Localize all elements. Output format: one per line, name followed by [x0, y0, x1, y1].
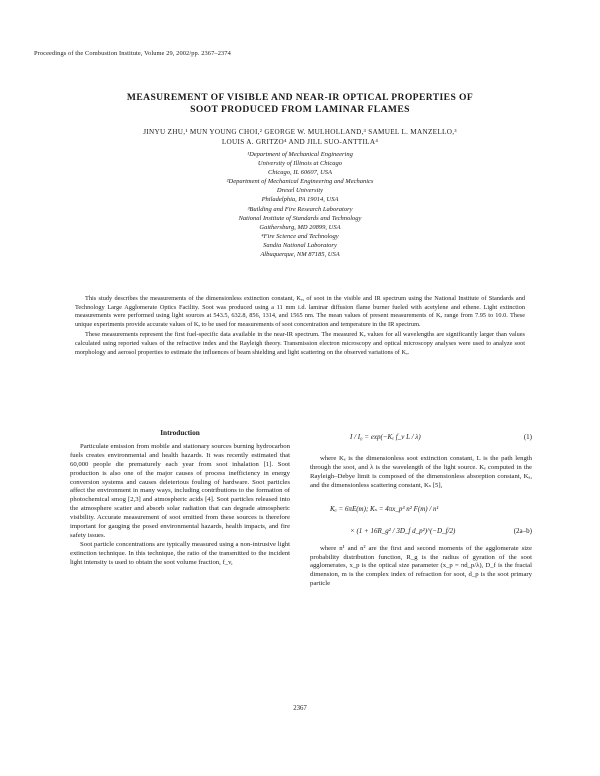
body-paragraph: where Kₑ is the dimensionless soot extinction constant, L is the path length through the soot, and λ is the wavelength of the light source. Kₑ computed in the Rayleigh–Debye limit is composed of the dimensionless absorption constant, Kₐ, and the dimensionless scattering constant, Kₛ [5],	[310, 455, 532, 489]
paper-title	[40, 92, 560, 116]
affiliation-line: University of Illinois at Chicago	[257, 160, 343, 168]
journal-line: Proceedings of the Combustion Institute, Volume 29, 2002/pp. 2367–2374	[34, 50, 231, 57]
body-paragraph: where n¹ and n² are the first and second moments of the agglomerate size probability distribution function, R_g is the radius of gyration of the soot agglomerates, x_p is the optical size parameter (x_p = πd_p/λ), D_f is the fractal dimension, m is the complex index of refraction for soot, d_p is the soot primary particle	[310, 544, 532, 588]
abstract-paragraph: This study describes the measurements of the dimensionless extinction constant, Kₑ, of soot in the visible and IR spectrum using the National Institute of Standards and Technology Large Agglomerate Optics Facility. Soot was produced using a 11 mm i.d. laminar diffusion flame burner fueled with acetylene and ethene. Light extinction measurements were performed using light sources at 543.5, 632.8, 856, 1314, and 1565 nm. The mean values of present measurements of Kₑ range from 7.95 to 10.0. These unique experiments provide accurate values of Kₑ to be used for measurements of soot concentration and temperature in the IR spectrum.	[75, 295, 525, 328]
author-list	[40, 127, 560, 147]
affiliation-line: Sandia National Laboratory	[263, 241, 337, 249]
body-paragraph: Particulate emission from mobile and stationary sources burning hydrocarbon fuels creates environmental and health hazards. It was recently estimated that 60,000 people die prematurely each year from soot inhalation [1]. Soot production is also one of the major causes of process inefficiency in energy conversion systems and causes deleterious fouling of hardware. Soot particles affect the environment in many ways, including contributions to the formation of photochemical smog [2,3] and atmospheric acids [4]. Soot particles released into the atmosphere scatter and absorb solar radiation that can degrade atmospheric visibility. Accurate measurement of soot emitted from these sources is therefore important for gauging the posed environmental hazards, health impacts, and fire safety issues.	[70, 442, 290, 539]
left-column	[70, 425, 290, 568]
affiliation-line: Philadelphia, PA 19014, USA	[261, 196, 339, 204]
authors-line: LOUIS A. GRITZO⁴ AND JILL SUO-ANTTILA⁴	[221, 138, 379, 146]
affiliations	[40, 150, 560, 259]
body-paragraph: Soot particle concentrations are typically measured using a non-intrusive light extinction technique. In this technique, the ratio of the transmitted to the incident light intensity is used to obtain the soot volume fraction, f_v,	[70, 540, 290, 566]
equation-number: (1)	[523, 433, 532, 441]
equation-text: Kₐ = 6πE(m); Kₛ = 4πx_p³ n² F(m) / n¹	[330, 504, 439, 513]
title-line: MEASUREMENT OF VISIBLE AND NEAR-IR OPTICAL PROPERTIES OF	[126, 92, 474, 103]
section-heading: Introduction	[160, 428, 200, 437]
affiliation-line: ²Department of Mechanical Engineering and Mechanics	[226, 178, 374, 186]
equation-2	[310, 497, 532, 545]
affiliation-line: Chicago, IL 60607, USA	[268, 169, 332, 177]
equation-number: (2a–b)	[513, 526, 532, 535]
abstract	[75, 295, 525, 359]
authors-line: JINYU ZHU,¹ MUN YOUNG CHOI,² GEORGE W. MULHOLLAND,³ SAMUEL L. MANZELLO,³	[143, 128, 457, 136]
affiliation-line: Albuquerque, NM 87185, USA	[260, 251, 340, 259]
page-number: 2367	[293, 705, 307, 712]
title-line: SOOT PRODUCED FROM LAMINAR FLAMES	[190, 104, 410, 115]
right-column	[310, 425, 532, 589]
affiliation-line: ³Building and Fire Research Laboratory	[247, 205, 353, 213]
equation-text: × (1 + 16R_g² / 3D_f d_p²)^(−D_f/2)	[350, 526, 456, 535]
affiliation-line: National Institute of Standards and Technology	[238, 214, 362, 222]
equation-1	[310, 425, 532, 455]
affiliation-line: Gaithersburg, MD 20899, USA	[259, 223, 341, 231]
affiliation-line: ¹Department of Mechanical Engineering	[247, 151, 353, 158]
equation-text: I / I₀ = exp(−Kₑ f_v L / λ)	[350, 433, 421, 441]
affiliation-line: ⁴Fire Science and Technology	[261, 232, 339, 240]
abstract-paragraph: These measurements represent the first fuel-specific data available in the near-IR spectrum. The measured Kₑ values for all wavelengths are significantly larger than values calculated using reported values of the refractive index and the Rayleigh theory. Transmission electron microscopy and optical microscopy analyses were used to analyze soot morphology and aerosol properties to estimate the influences of beam shielding and light scattering on the observed variations of Kₑ.	[75, 331, 525, 356]
affiliation-line: Drexel University	[276, 187, 324, 195]
